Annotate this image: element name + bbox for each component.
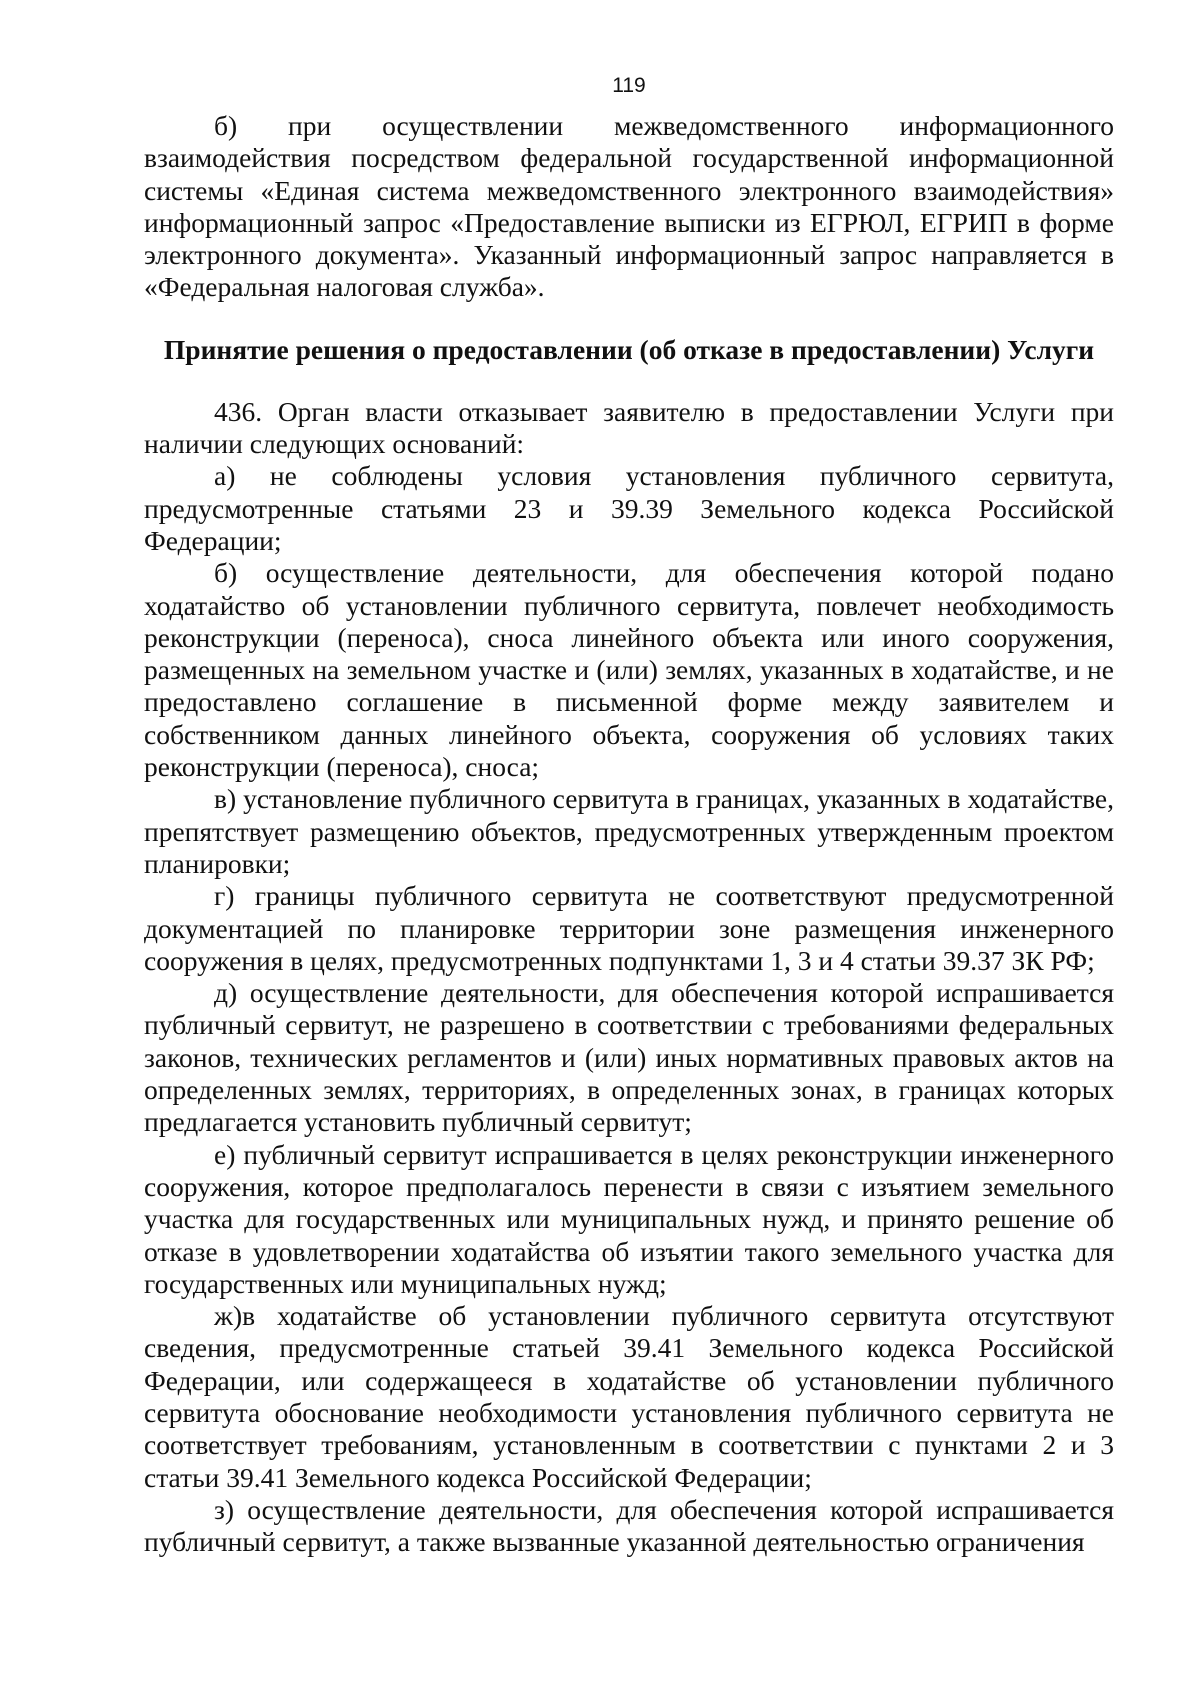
paragraph-item-v: в) установление публичного сервитута в границах, указанных в ходатайстве, препятствует размещению объектов, предусмотренных утвержденным проектом планировки; xyxy=(144,783,1114,879)
paragraph-item-d: д) осуществление деятельности, для обеспечения которой испрашивается публичный сервитут, не разрешено в соответствии с требованиями федеральных законов, технических регламентов и (или) иных нормативных правовых актов на определенных землях, территориях, в определенных зонах, в границах которых предлагается установить публичный сервитут; xyxy=(144,977,1114,1138)
paragraph-item-b: б) осуществление деятельности, для обеспечения которой подано ходатайство об установлении публичного сервитута, повлечет необходимость реконструкции (переноса), сноса линейного объекта или иного сооружения, размещенных на земельном участке и (или) землях, указанных в ходатайстве, и не предоставлено соглашение в письменной форме между заявителем и собственником данных линейного объекта, сооружения об условиях таких реконструкции (переноса), сноса; xyxy=(144,557,1114,783)
paragraph-436: 436. Орган власти отказывает заявителю в предоставлении Услуги при наличии следующих оснований: xyxy=(144,395,1114,460)
paragraph-item-e: е) публичный сервитут испрашивается в целях реконструкции инженерного сооружения, которое предполагалось перенести в связи с изъятием земельного участка для государственных или муниципальных нужд, и принято решение об отказе в удовлетворении ходатайства об изъятии такого земельного участка для государственных или муниципальных нужд; xyxy=(144,1138,1114,1299)
paragraph-item-zh: ж)в ходатайстве об установлении публичного сервитута отсутствуют сведения, предусмотренные статьей 39.41 Земельного кодекса Российской Федерации, или содержащееся в ходатайстве об установлении публичного сервитута обоснование необходимости установления публичного сервитута не соответствует требованиям, установленным в соответствии с пунктами 2 и 3 статьи 39.41 Земельного кодекса Российской Федерации; xyxy=(144,1300,1114,1493)
document-page xyxy=(144,60,1114,1558)
paragraph-item-a: а) не соблюдены условия установления публичного сервитута, предусмотренные статьями 23 и 39.39 Земельного кодекса Российской Федерации; xyxy=(144,460,1114,556)
paragraph-intro: б) при осуществлении межведомственного информационного взаимодействия посредством федеральной государственной информационной системы «Единая система межведомственного электронного взаимодействия» информационный запрос «Предоставление выписки из ЕГРЮЛ, ЕГРИП в форме электронного документа». Указанный информационный запрос направляется в «Федеральная налоговая служба». xyxy=(144,110,1114,303)
paragraph-item-g: г) границы публичного сервитута не соответствуют предусмотренной документацией по планировке территории зоне размещения инженерного сооружения в целях, предусмотренных подпунктами 1, 3 и 4 статьи 39.37 ЗК РФ; xyxy=(144,880,1114,976)
section-heading: Принятие решения о предоставлении (об отказе в предоставлении) Услуги xyxy=(163,333,1095,365)
page-number: 119 xyxy=(612,74,646,97)
paragraph-item-z: з) осуществление деятельности, для обеспечения которой испрашивается публичный сервитут, а также вызванные указанной деятельностью ограничения xyxy=(144,1493,1114,1558)
